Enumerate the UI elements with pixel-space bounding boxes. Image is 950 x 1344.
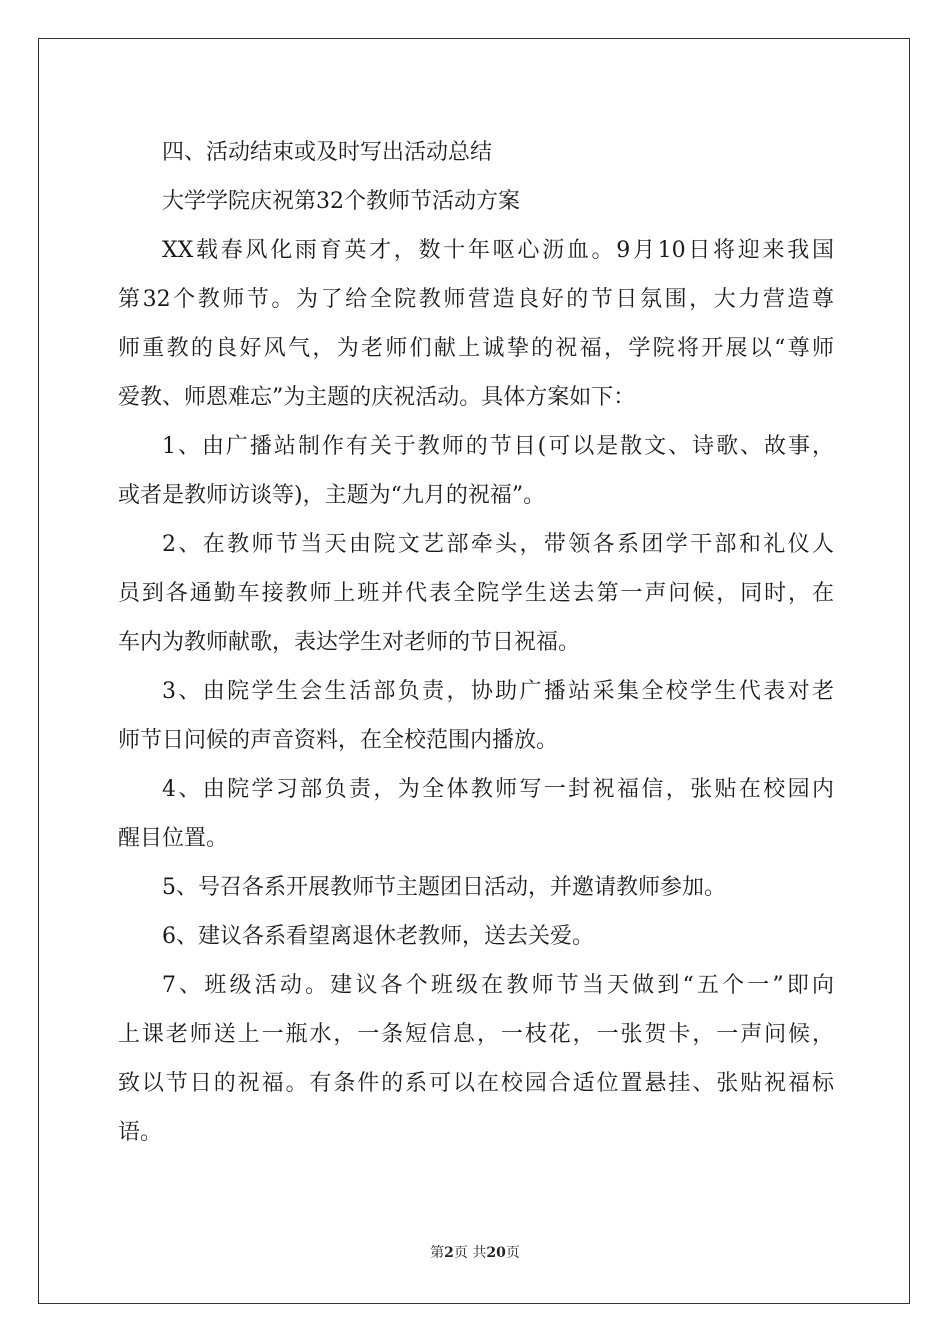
text-line: 车内为教师献歌，表达学生对老师的节日祝福。 — [118, 630, 581, 655]
text-line: 员到各通勤车接教师上班并代表全院学生送去第一声问候，同时，在 — [118, 581, 834, 606]
text-line: 2、在教师节当天由院文艺部牵头，带领各系团学干部和礼仪人 — [162, 532, 834, 557]
text-line: 7、班级活动。建议各个班级在教师节当天做到“五个一”即向 — [162, 973, 834, 998]
footer-mid: 页 共 — [453, 1245, 487, 1261]
text-line: 上课老师送上一瓶水，一条短信息，一枝花，一张贺卡，一声问候， — [118, 1022, 834, 1047]
text-line: 3、由院学生会生活部负责，协助广播站采集全校学生代表对老 — [162, 679, 834, 704]
text-line: 致以节日的祝福。有条件的系可以在校园合适位置悬挂、张贴祝福标 — [118, 1071, 834, 1096]
text-line: 4、由院学习部负责，为全体教师写一封祝福信，张贴在校园内 — [162, 777, 834, 802]
text-line: 或者是教师访谈等)，主题为“九月的祝福”。 — [118, 483, 546, 508]
text-line: XX载春风化雨育英才，数十年呕心沥血。9月10日将迎来我国 — [162, 238, 834, 263]
text-line: 四、活动结束或及时写出活动总结 — [162, 140, 493, 165]
page-footer — [0, 1242, 950, 1262]
document-body — [118, 128, 834, 1157]
text-line: 师重教的良好风气，为老师们献上诚挚的祝福，学院将开展以“尊师 — [118, 336, 834, 361]
footer-suffix: 页 — [505, 1245, 520, 1261]
text-line: 大学学院庆祝第32个教师节活动方案 — [162, 189, 520, 214]
text-line: 1、由广播站制作有关于教师的节目(可以是散文、诗歌、故事， — [162, 434, 834, 459]
text-line: 5、号召各系开展教师节主题团日活动，并邀请教师参加。 — [162, 875, 726, 900]
text-line: 6、建议各系看望离退休老教师，送去关爱。 — [162, 924, 594, 949]
text-line: 醒目位置。 — [118, 826, 229, 851]
footer-prefix: 第 — [430, 1245, 445, 1261]
text-line: 第32个教师节。为了给全院教师营造良好的节日氛围，大力营造尊 — [118, 287, 834, 312]
text-line: 师节日问候的声音资料，在全校范围内播放。 — [118, 728, 559, 753]
text-line: 爱教、师恩难忘”为主题的庆祝活动。具体方案如下： — [118, 385, 636, 410]
text-line: 语。 — [118, 1120, 163, 1145]
footer-total-pages: 20 — [486, 1245, 506, 1261]
footer-current-page: 2 — [444, 1245, 454, 1261]
